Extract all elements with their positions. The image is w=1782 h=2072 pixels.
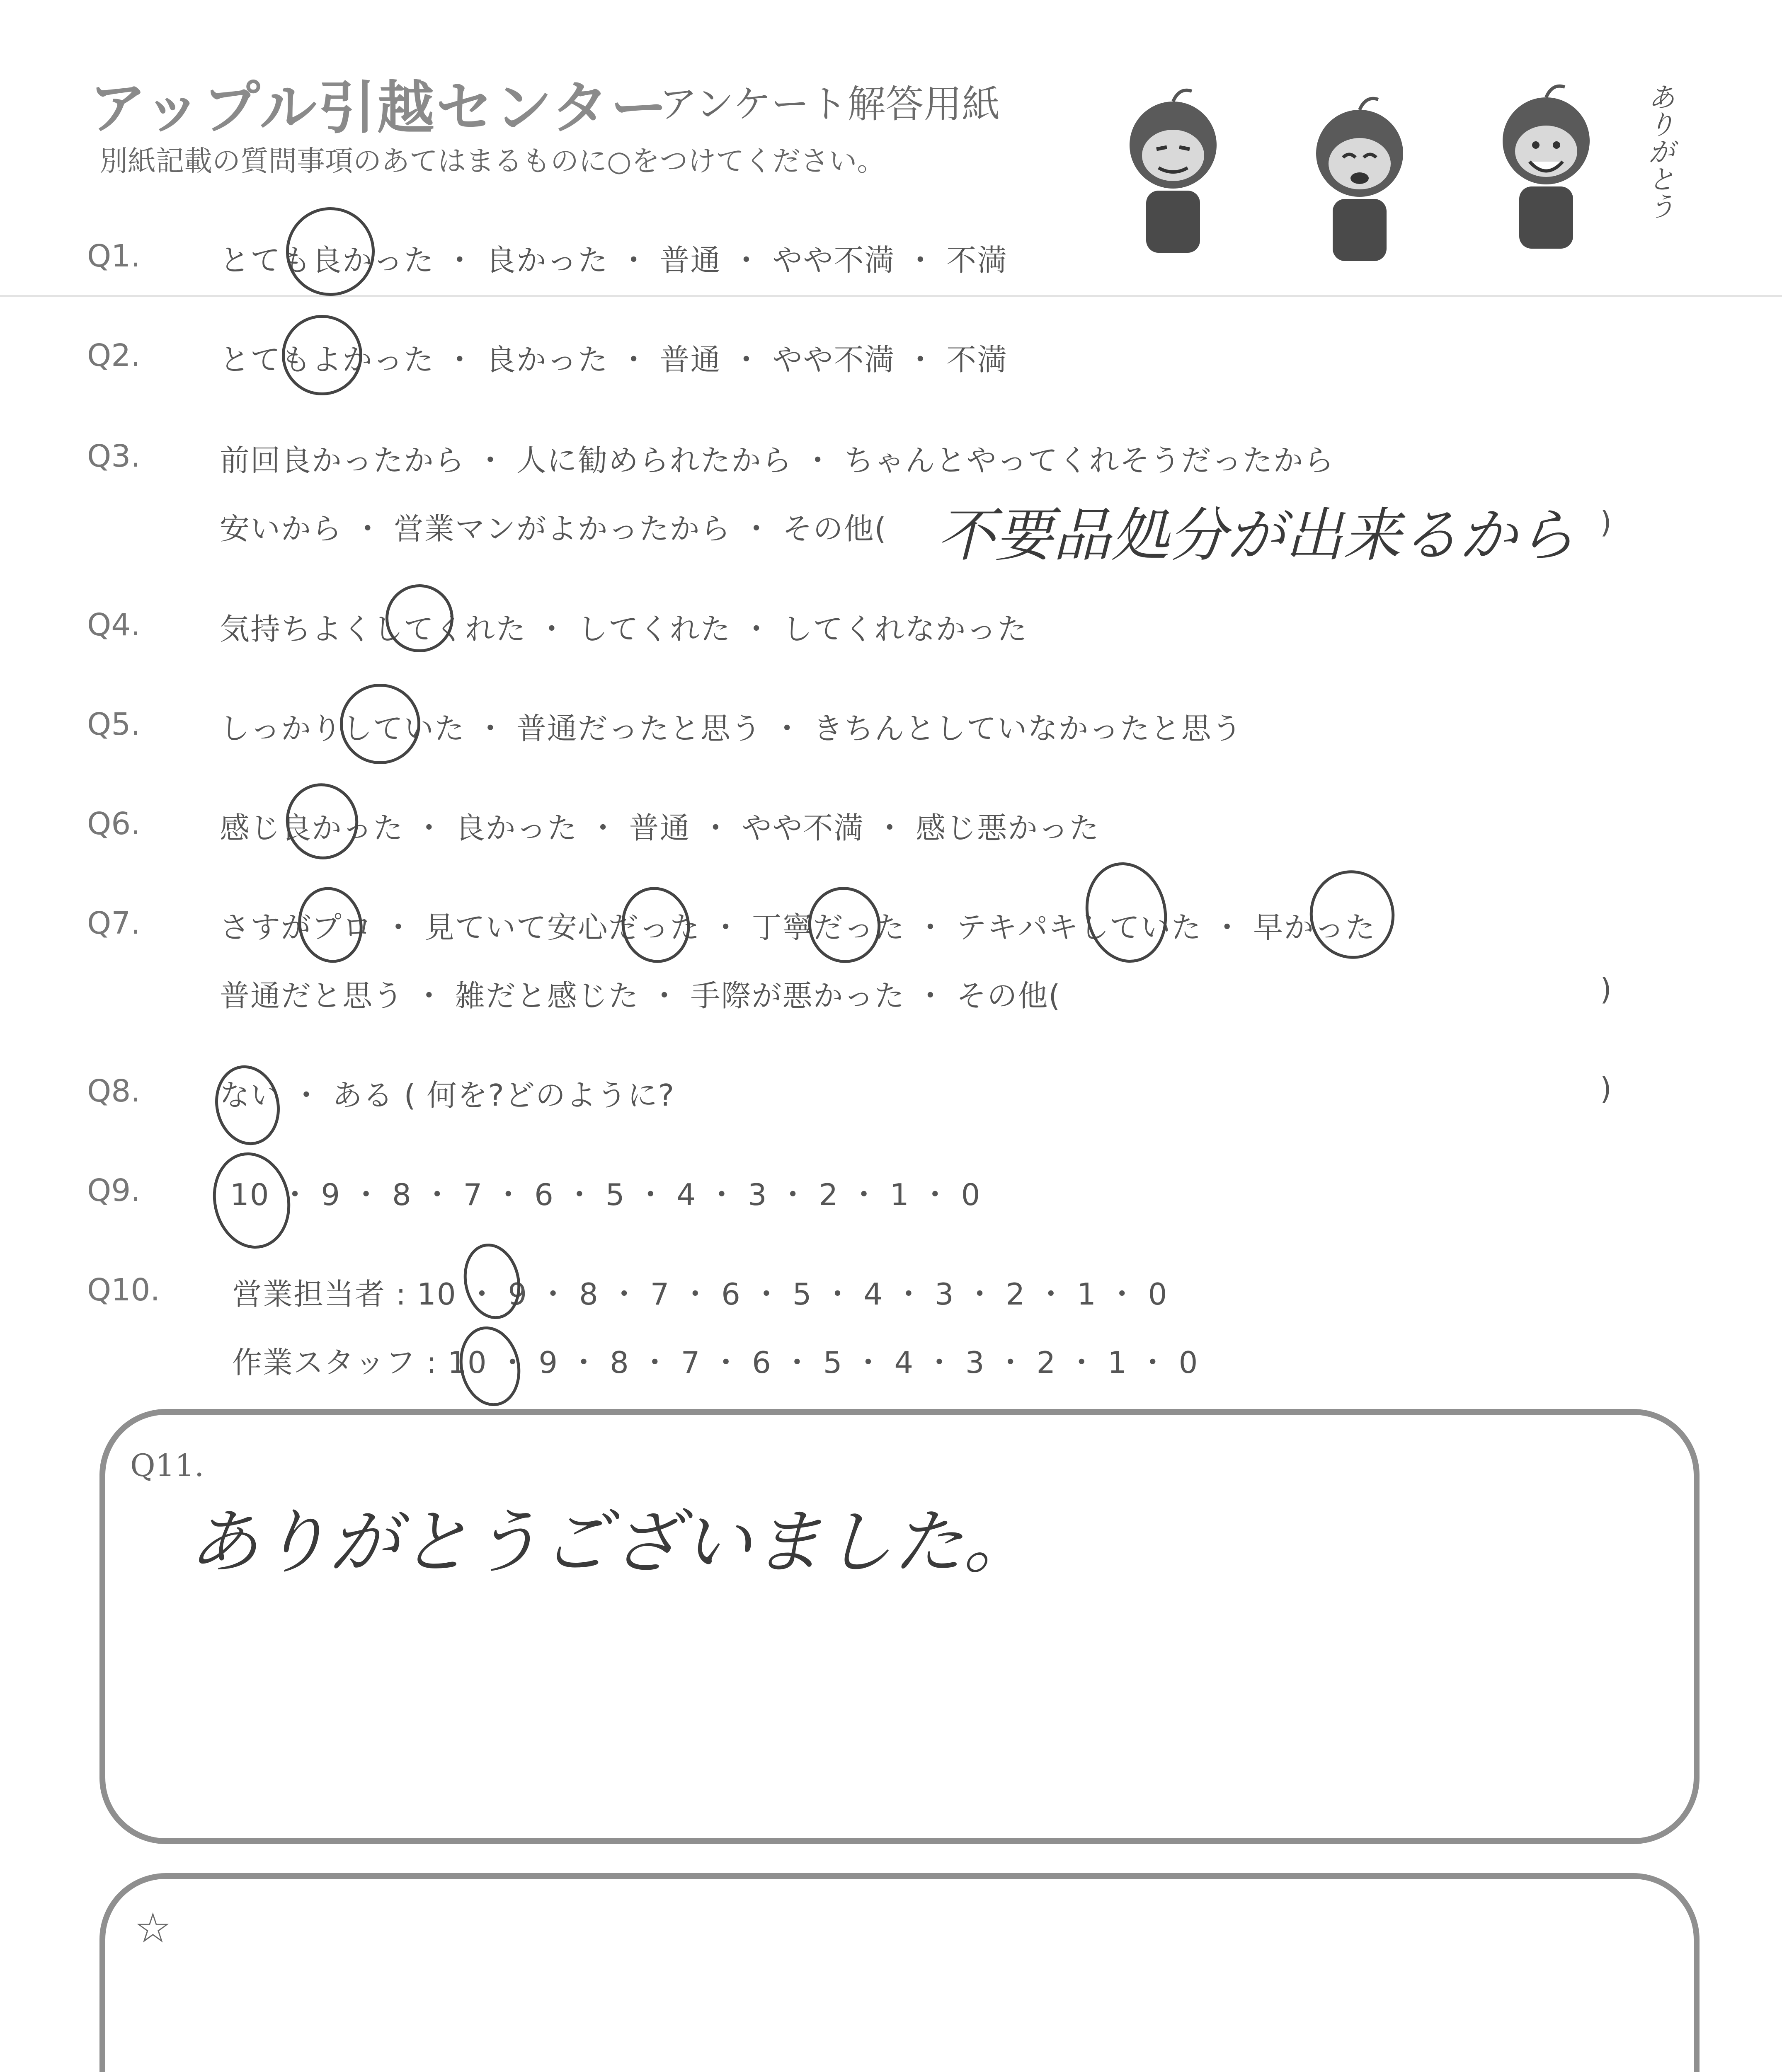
- question-number: Q6.: [87, 806, 141, 842]
- question-number: Q9.: [87, 1173, 141, 1208]
- question-options: 営業担当者 : 10 ・ 9 ・ 8 ・ 7 ・ 6 ・ 5 ・ 4 ・ 3 ・ 2 ・ 1 ・ 0: [232, 1277, 1168, 1312]
- question-options: とても良かった ・ 良かった ・ 普通 ・ やや不満 ・ 不満: [220, 243, 1008, 278]
- answer-circle: [204, 1145, 299, 1256]
- answer-circle: [615, 881, 697, 969]
- question-number: Q1.: [87, 238, 141, 274]
- question-number: Q3.: [87, 438, 141, 474]
- question-options: 安いから ・ 営業マンがよかったから ・ その他(: [220, 511, 887, 546]
- question-options: とてもよかった ・ 良かった ・ 普通 ・ やや不満 ・ 不満: [220, 342, 1008, 377]
- question-number: Q4.: [87, 607, 141, 643]
- question-number: Q5.: [87, 707, 141, 742]
- answer-circle: [278, 199, 383, 304]
- question-options: 前回良かったから ・ 人に勧められたから ・ ちゃんとやってくれそうだったから: [220, 443, 1335, 478]
- handwritten-answer: 不要品処分が出来るから: [937, 502, 1576, 569]
- question-options: 普通だと思う ・ 雑だと感じた ・ 手際が悪かった ・ その他(: [220, 978, 1061, 1013]
- q11-label: Q11.: [130, 1448, 204, 1484]
- answer-circle: [452, 1321, 527, 1412]
- answer-circle: [332, 676, 428, 772]
- question-options: 気持ちよくしてくれた ・ してくれた ・ してくれなかった: [220, 612, 1028, 646]
- question-options: さすがプロ ・ 見ていて安心だった ・ 丁寧だった ・ テキパキしていた ・ 早かった: [220, 910, 1376, 945]
- question-options: しっかりしていた ・ 普通だったと思う ・ きちんとしていなかったと思う: [220, 711, 1243, 746]
- question-number: Q7.: [87, 905, 141, 941]
- q11-comment-box: [99, 1409, 1700, 1844]
- monkey-mascot-icon: [1297, 95, 1422, 269]
- company-title: アップル引越センター: [89, 75, 669, 141]
- closing-paren: ): [1600, 972, 1613, 1007]
- question-options: ない ・ ある ( 何を?どのように?: [220, 1078, 675, 1113]
- star-icon: ☆: [134, 1904, 172, 1952]
- divider: [0, 295, 1782, 297]
- question-number: Q10.: [87, 1272, 160, 1308]
- q11-handwritten-answer: ありがとうございました。: [188, 1501, 1034, 1583]
- answer-circle: [291, 881, 370, 969]
- question-number: Q8.: [87, 1073, 141, 1109]
- question-options: 作業スタッフ : 10 ・ 9 ・ 8 ・ 7 ・ 6 ・ 5 ・ 4 ・ 3 ・ 2 ・ 1 ・ 0: [232, 1345, 1199, 1380]
- form-subtitle: アンケート解答用紙: [659, 82, 1000, 126]
- instruction-text: 別紙記載の質問事項のあてはまるものに○をつけてください。: [99, 145, 885, 178]
- arigatou-label: ありがとう: [1643, 83, 1675, 220]
- star-comment-box: [99, 1873, 1700, 2072]
- answer-circle: [274, 307, 370, 403]
- monkey-mascot-icon: [1111, 87, 1235, 261]
- closing-paren: ): [1600, 505, 1613, 540]
- question-number: Q2.: [87, 338, 141, 373]
- answer-circle: [1302, 862, 1403, 967]
- answer-circle: [801, 880, 887, 970]
- question-options: 感じ良かった ・ 良かった ・ 普通 ・ やや不満 ・ 感じ悪かった: [220, 811, 1100, 845]
- answer-circle: [1076, 854, 1176, 970]
- answer-circle: [279, 777, 365, 866]
- closing-paren: ): [1600, 1071, 1613, 1106]
- monkey-mascot-icon: [1484, 83, 1608, 257]
- question-options: 10 ・ 9 ・ 8 ・ 7 ・ 6 ・ 5 ・ 4 ・ 3 ・ 2 ・ 1 ・ 0: [230, 1177, 981, 1212]
